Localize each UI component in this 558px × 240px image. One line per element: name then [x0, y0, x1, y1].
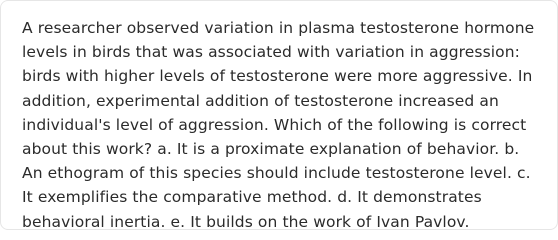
question-text: A researcher observed variation in plasma testosterone hormone levels in birds that was associated with variation in aggression: birds with higher levels of testosterone were more aggressive. In addition, experimental addition of testosterone increased an individual's level of aggression. Which of the following is correct about this work? a. It is a proximate explanation of behavior. b. An ethogram of this species should include testosterone level. c. It exemplifies the comparative method. d. It demonstrates behavioral inertia. e. It builds on the work of Ivan Pavlov.: [22, 19, 535, 231]
